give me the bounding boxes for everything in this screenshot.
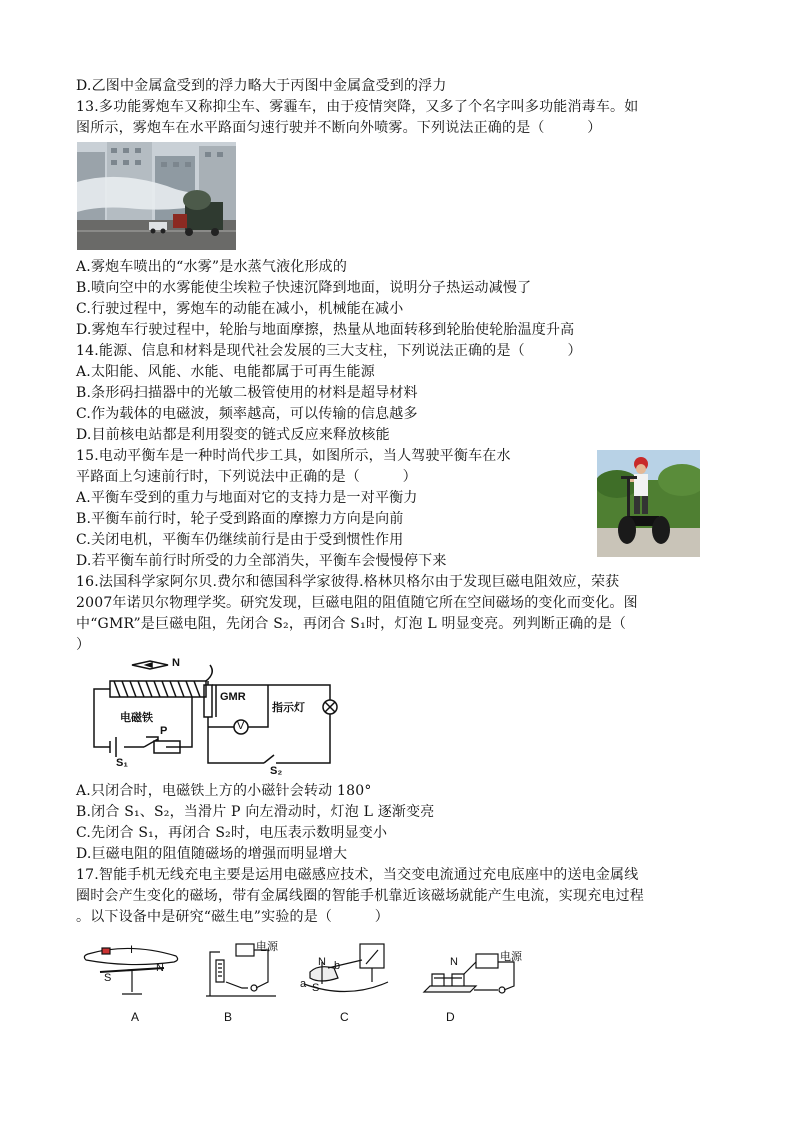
fig-c-a-label: a: [300, 978, 307, 990]
q13-option-a: A.雾炮车喷出的“水雾”是水蒸气液化形成的: [76, 259, 348, 275]
balance-scooter-photo: [597, 450, 700, 557]
figure-label-b: B: [224, 1010, 233, 1024]
q16-stem-line4: ）: [76, 637, 91, 653]
q15-stem-line2: 平路面上匀速前行时，下列说法中正确的是（ ）: [76, 469, 417, 485]
circuit-label-gmr: GMR: [220, 691, 246, 703]
figure-b-electromagnet: [196, 938, 286, 1000]
figure-label-d: D: [446, 1010, 455, 1024]
q17-stem-line2: 圈时会产生变化的磁场，带有金属线圈的智能手机靠近该磁场就能产生电流，实现充电过程: [76, 888, 644, 904]
q14-option-b: B.条形码扫描器中的光敏二极管使用的材料是超导材料: [76, 385, 418, 401]
q14-stem: 14.能源、信息和材料是现代社会发展的三大支柱，下列说法正确的是（ ）: [76, 343, 582, 359]
fig-d-power-label: 电源: [500, 951, 522, 963]
q13-option-c: C.行驶过程中，雾炮车的动能在减小，机械能在减小: [76, 301, 404, 317]
q16-option-d: D.巨磁电阻的阻值随磁场的增强而明显增大: [76, 846, 348, 862]
circuit-label-indicator: 指示灯: [272, 702, 305, 714]
fig-c-n-label: N: [318, 956, 326, 968]
q16-option-a: A.只闭合时，电磁铁上方的小磁针会转动 180°: [76, 783, 372, 799]
figure-c-induction: [298, 938, 394, 1000]
q14-option-c: C.作为载体的电磁波，频率越高，可以传输的信息越多: [76, 406, 418, 422]
q13-option-b: B.喷向空中的水雾能使尘埃粒子快速沉降到地面，说明分子热运动减慢了: [76, 280, 532, 296]
q14-option-a: A.太阳能、风能、水能、电能都属于可再生能源: [76, 364, 375, 380]
circuit-label-electromagnet: 电磁铁: [120, 712, 153, 724]
fig-b-power-label: 电源: [256, 941, 278, 953]
circuit-label-north: N: [172, 657, 180, 669]
circuit-label-slider-p: P: [160, 725, 168, 737]
q13-option-d: D.雾炮车行驶过程中，轮胎与地面摩擦，热量从地面转移到轮胎使轮胎温度升高: [76, 322, 575, 338]
figure-label-c: C: [340, 1010, 349, 1024]
fig-a-current-label: I: [130, 944, 134, 956]
q16-stem-line2: 2007年诺贝尔物理学奖。研究发现，巨磁电阻的阻值随它所在空间磁场的变化而变化。图: [76, 595, 638, 611]
fig-c-b-label: b: [334, 960, 341, 972]
q15-stem-line1: 15.电动平衡车是一种时尚代步工具，如图所示，当人驾驶平衡车在水: [76, 448, 511, 464]
q17-stem-line3: 。以下设备中是研究“磁生电”实验的是（ ）: [76, 909, 389, 925]
mist-cannon-truck-photo: [77, 142, 236, 250]
q16-option-c: C.先闭合 S₁，再闭合 S₂时，电压表示数明显变小: [76, 825, 388, 841]
q14-option-d: D.目前核电站都是利用裂变的链式反应来释放核能: [76, 427, 390, 443]
fig-d-n-label: N: [450, 956, 458, 968]
circuit-label-s1: S₁: [116, 757, 128, 769]
figure-d-motor: [418, 946, 528, 1002]
q13-stem-line2: 图所示，雾炮车在水平路面匀速行驶并不断向外喷雾。下列说法正确的是（ ）: [76, 120, 602, 136]
q15-option-c: C.关闭电机，平衡车仍继续前行是由于受到惯性作用: [76, 532, 404, 548]
q17-stem-line1: 17.智能手机无线充电主要是运用电磁感应技术，当交变电流通过充电底座中的送电金属线: [76, 867, 639, 883]
q16-stem-line3: 中“GMR”是巨磁电阻，先闭合 S₂，再闭合 S₁时，灯泡 L 明显变亮。列判断正确的是（: [76, 616, 627, 632]
q15-option-b: B.平衡车前行时，轮子受到路面的摩擦力方向是向前: [76, 511, 404, 527]
figure-a-oersted: [80, 938, 184, 1000]
fig-c-s-label: S: [312, 982, 320, 994]
gmr-circuit-diagram: [80, 655, 340, 777]
q15-option-a: A.平衡车受到的重力与地面对它的支持力是一对平衡力: [76, 490, 418, 506]
q16-stem-line1: 16.法国科学家阿尔贝.费尔和德国科学家彼得.格林贝格尔由于发现巨磁电阻效应，荣获: [76, 574, 620, 590]
circuit-label-s2: S₂: [270, 765, 283, 777]
q16-option-b: B.闭合 S₁、S₂，当滑片 P 向左滑动时，灯泡 L 逐渐变亮: [76, 804, 435, 820]
figure-label-a: A: [131, 1010, 140, 1024]
q13-stem-line1: 13.多功能雾炮车又称抑尘车、雾霾车，由于疫情突降，又多了个名字叫多功能消毒车。如: [76, 99, 639, 115]
q12-option-d: D.乙图中金属盒受到的浮力略大于丙图中金属盒受到的浮力: [76, 78, 447, 94]
fig-a-n-label: N: [156, 962, 164, 974]
q15-option-d: D.若平衡车前行时所受的力全部消失，平衡车会慢慢停下来: [76, 553, 447, 569]
fig-a-s-label: S: [104, 972, 112, 984]
circuit-label-voltmeter: V: [237, 720, 245, 732]
